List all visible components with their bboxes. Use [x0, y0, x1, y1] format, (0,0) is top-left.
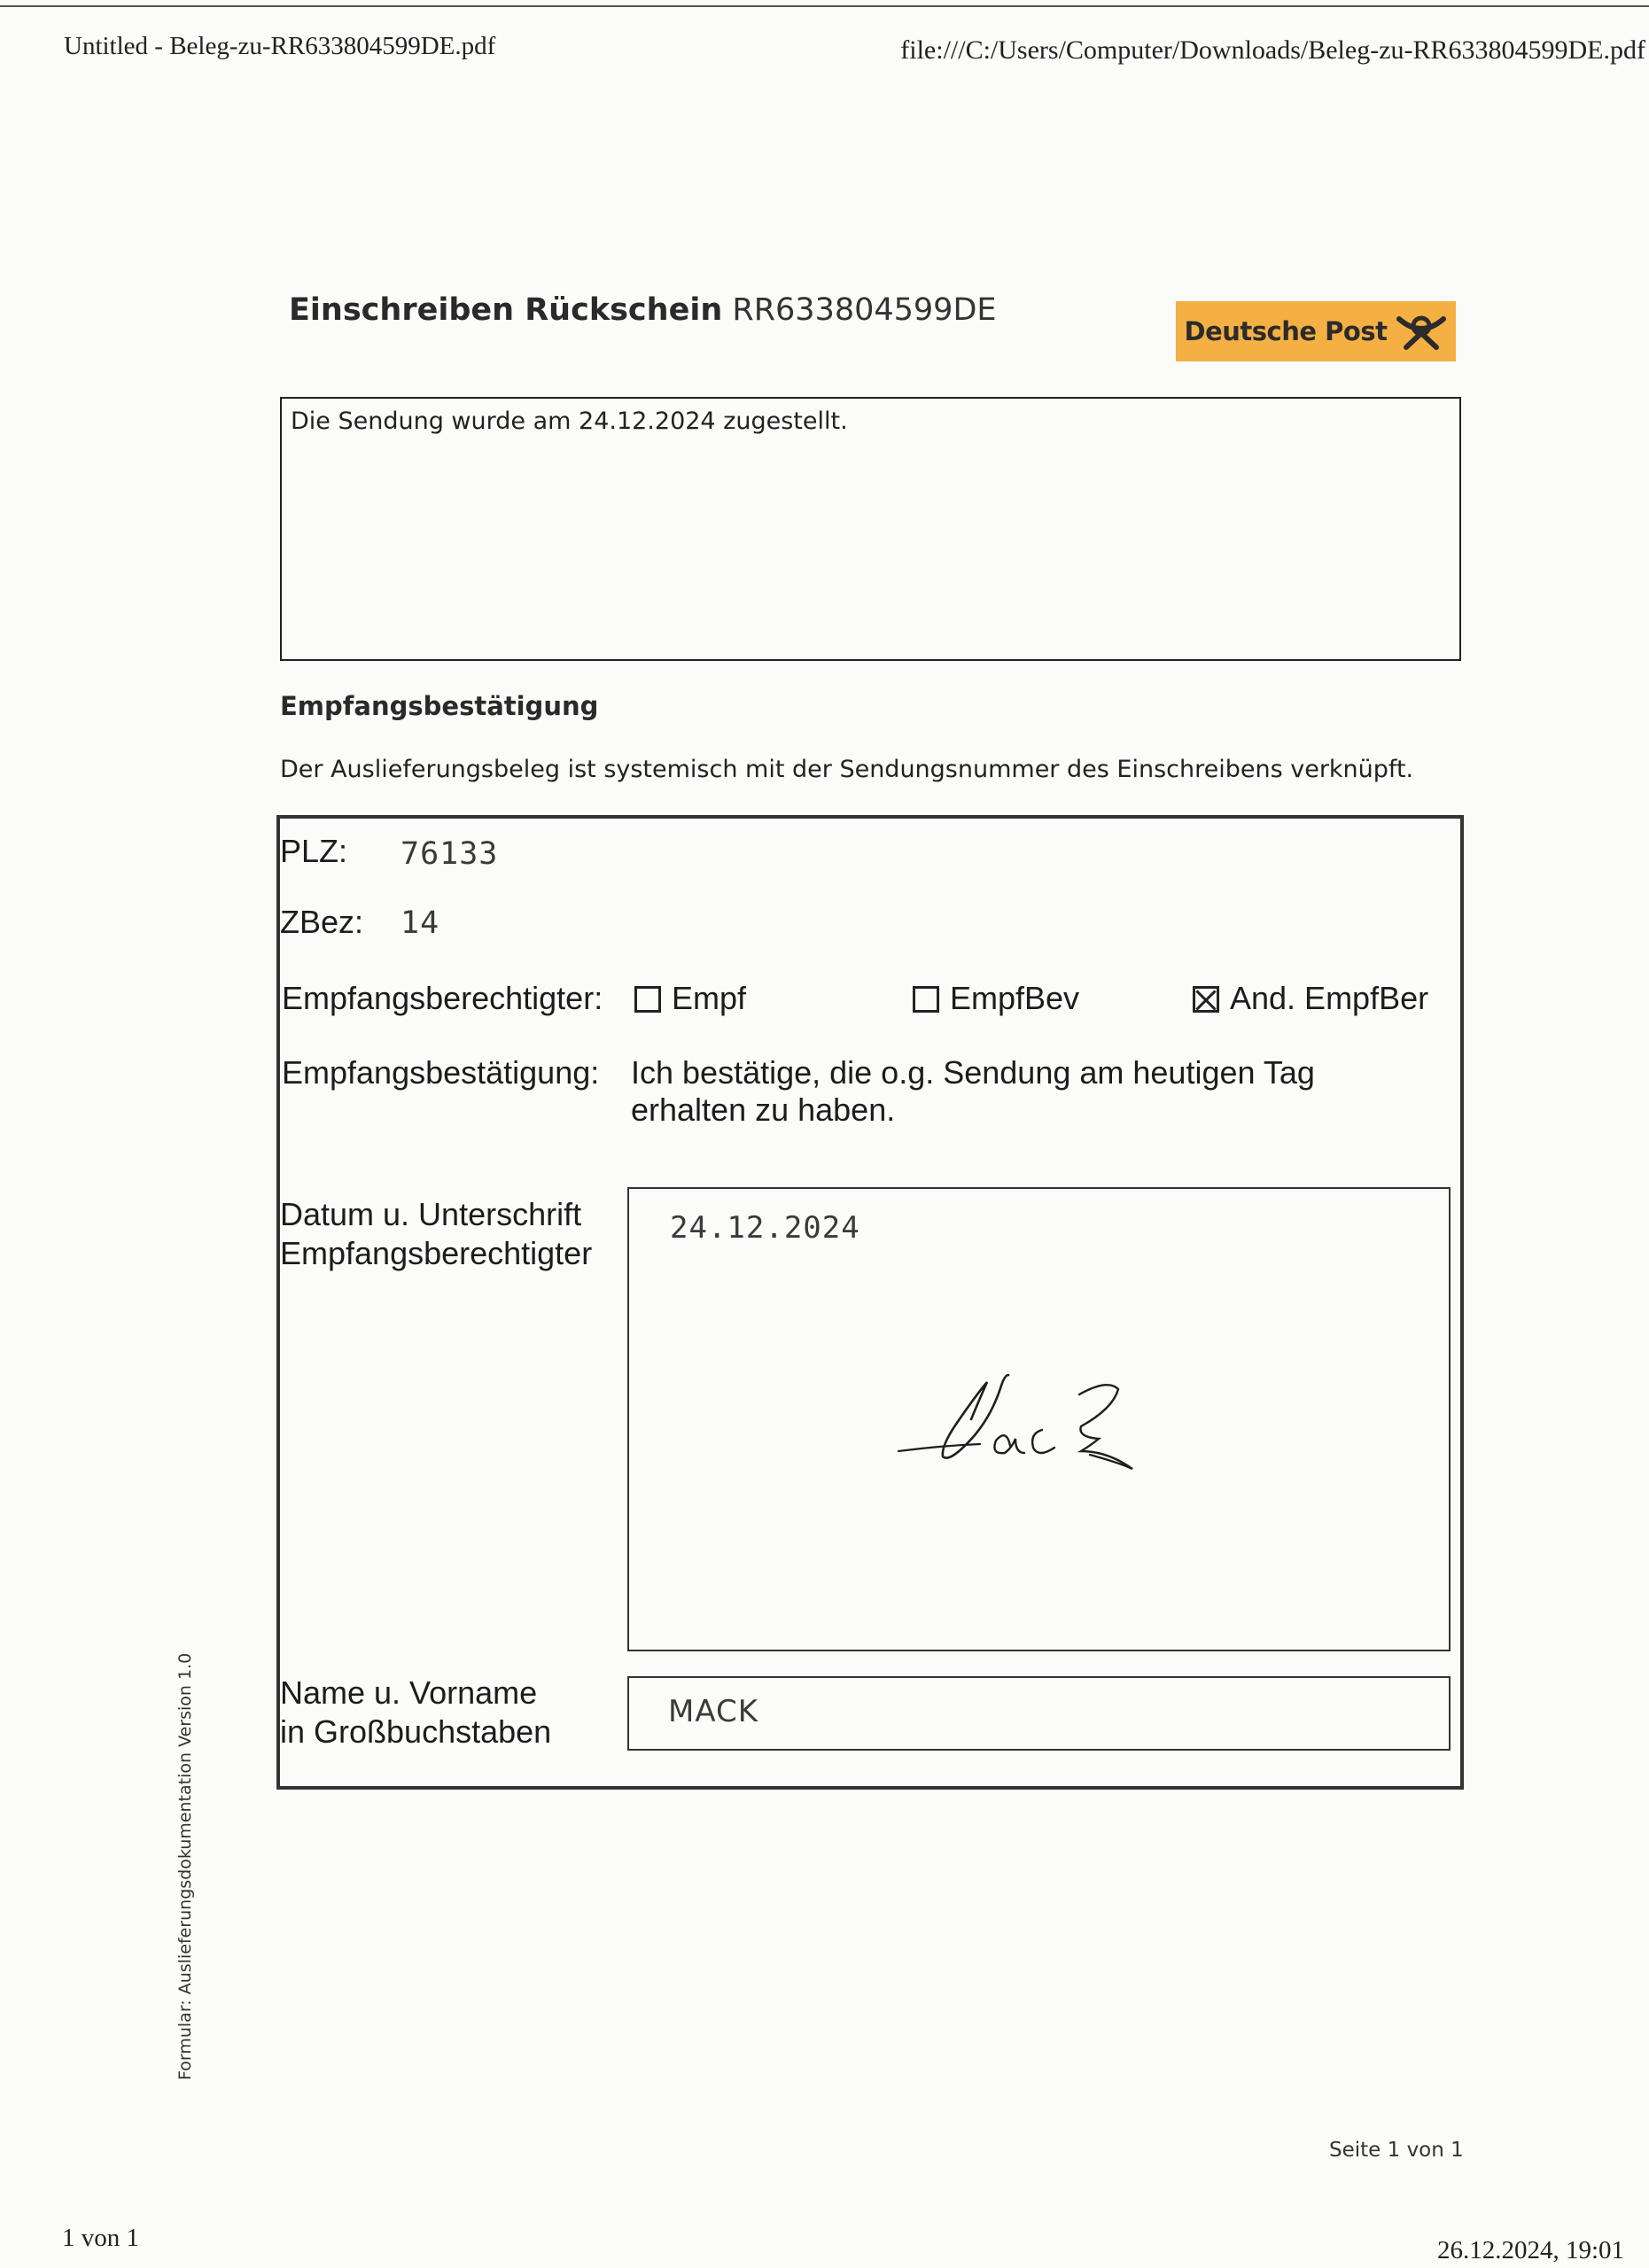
posthorn-icon: [1396, 312, 1447, 351]
tracking-number: RR633804599DE: [732, 292, 997, 328]
form-version-note: Formular: Auslieferungsdokumentation Version 1.0: [175, 1652, 195, 2080]
print-header-title: Untitled - Beleg-zu-RR633804599DE.pdf: [64, 32, 496, 60]
signature-box: [627, 1187, 1451, 1651]
page-indicator: Seite 1 von 1: [1329, 2139, 1464, 2162]
option-and-empfber: [1193, 980, 1428, 1017]
checkbox-empfbev: [913, 986, 939, 1013]
option-empf: [634, 980, 746, 1017]
print-header-url: file:///C:/Users/Computer/Downloads/Beleg-zu-RR633804599DE.pdf: [900, 35, 1645, 65]
section-heading: Empfangsbestätigung: [280, 691, 599, 721]
delivery-status: Die Sendung wurde am 24.12.2024 zugestellt.: [291, 408, 848, 435]
option-label: Empf: [672, 980, 747, 1016]
option-label: And. EmpfBer: [1230, 980, 1429, 1016]
recipient-label: Empfangsberechtigter:: [282, 980, 603, 1016]
status-box: [280, 397, 1461, 661]
zbez-value: 14: [401, 905, 440, 941]
name-label-line1: Name u. Vorname: [280, 1674, 538, 1711]
print-footer-datetime: 26.12.2024, 19:01: [1437, 2236, 1625, 2264]
deutsche-post-logo: [1176, 301, 1456, 361]
zbez-label: ZBez:: [280, 904, 364, 940]
section-text: Der Auslieferungsbeleg ist systemisch mit der Sendungsnummer des Einschreibens verknüpft.: [280, 756, 1414, 783]
checkbox-and-empfber-checked: [1193, 986, 1219, 1013]
handwritten-signature: [629, 1189, 1452, 1653]
logo-text: Deutsche Post: [1184, 316, 1388, 346]
date-value: 24.12.2024: [670, 1210, 860, 1246]
date-label-line2: Empfangsberechtigter: [280, 1235, 593, 1271]
name-box: [627, 1676, 1451, 1751]
confirm-label: Empfangsbestätigung:: [282, 1054, 600, 1091]
plz-label: PLZ:: [280, 833, 348, 869]
document-title: [289, 292, 997, 328]
print-footer-pages: 1 von 1: [62, 2224, 139, 2252]
name-label-line2: in Großbuchstaben: [280, 1713, 552, 1750]
plz-value: 76133: [401, 836, 499, 872]
name-value: MACK: [668, 1694, 759, 1729]
checkbox-empf: [634, 986, 661, 1013]
option-label: EmpfBev: [950, 980, 1080, 1016]
title-bold: Einschreiben Rückschein: [289, 292, 723, 328]
confirm-text-line1: Ich bestätige, die o.g. Sendung am heutigen Tag: [631, 1054, 1315, 1091]
confirm-text-line2: erhalten zu haben.: [631, 1091, 896, 1128]
top-rule: [0, 5, 1649, 7]
option-empfbev: [913, 980, 1079, 1017]
date-label-line1: Datum u. Unterschrift: [280, 1196, 582, 1232]
